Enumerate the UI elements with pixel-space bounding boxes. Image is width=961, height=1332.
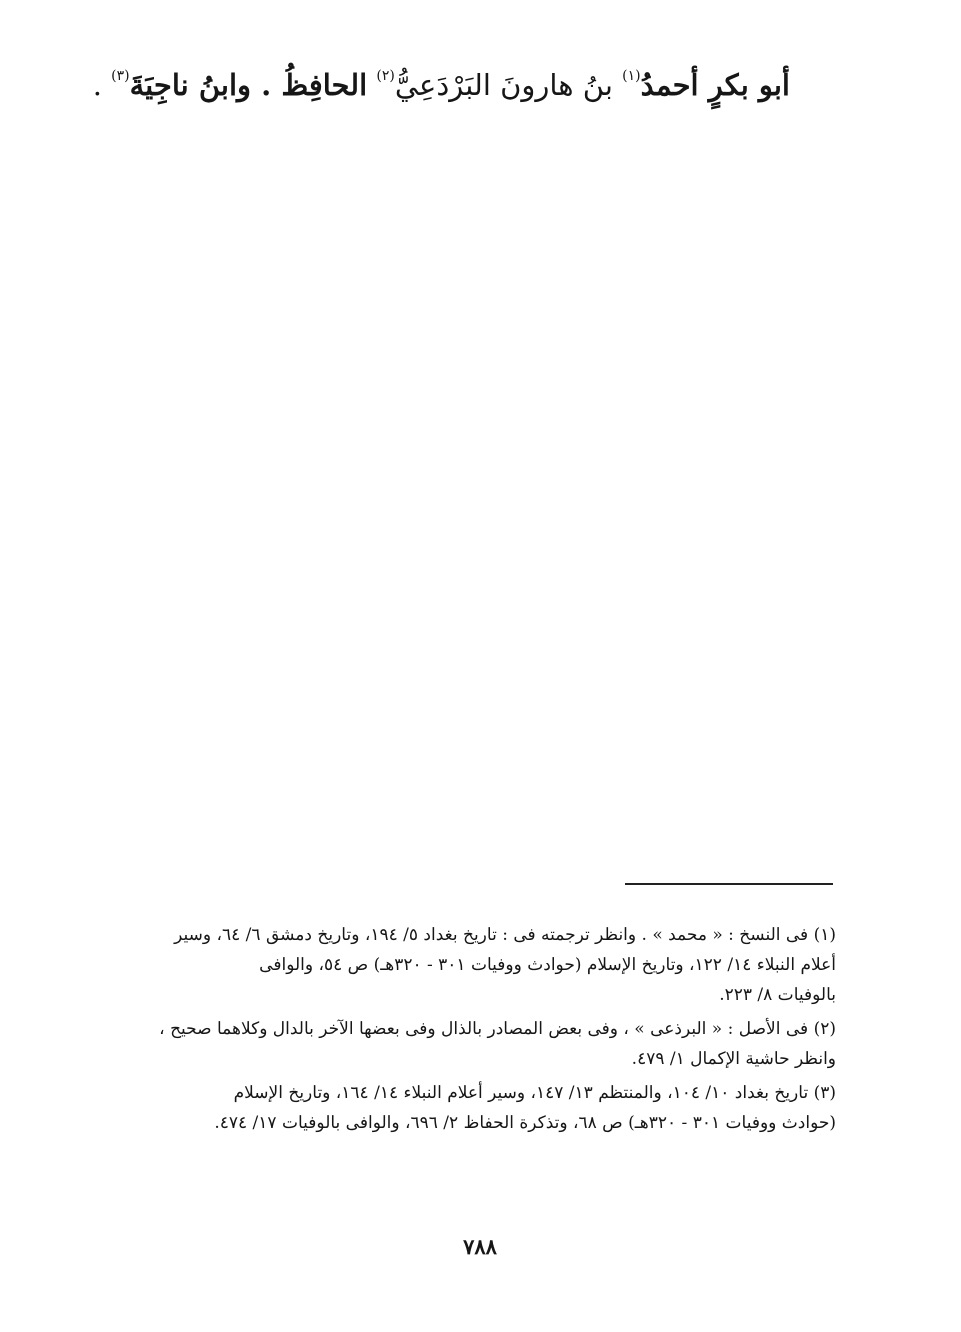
entry-end-dot: . [92, 68, 102, 102]
footnote-separator [625, 883, 833, 885]
footnote-1-line-1: (١) فى النسخ : « محمد » . وانظر ترجمته فى : تاريخ بغداد ٥/ ١٩٤، وتاريخ دمشق ٦/ ٦٤، وسير [174, 925, 836, 945]
footnote-ref-2[interactable]: (٢) [376, 68, 395, 84]
footnote-3-line-1: (٣) تاريخ بغداد ١٠/ ١٠٤، والمنتظم ١٣/ ١٤٧، وسير أعلام النبلاء ١٤/ ١٦٤، وتاريخ الإسلام [233, 1083, 836, 1103]
footnote-2 [128, 1014, 836, 1074]
entry-text-3: الحافِظُ . وابنُ ناجِيَةَ [129, 68, 368, 102]
footnote-1-line-3: بالوفيات ٨/ ٢٢٣. [719, 985, 836, 1005]
footnote-2-line-1: (٢) فى الأصل : « البرذعى » ، وفى بعض المصادر بالذال وفى بعضها الآخر بالدال وكلاهما صحيح ، [159, 1019, 836, 1039]
footnote-ref-3[interactable]: (٣) [111, 68, 130, 84]
page-number: ٧٨٨ [463, 1234, 497, 1259]
biography-entry-line [92, 54, 790, 107]
footnote-2-line-2: وانظر حاشية الإكمال ١/ ٤٧٩. [631, 1049, 836, 1069]
entry-name-1: أبو بكرٍ أحمدُ [640, 68, 790, 102]
footnotes-section [128, 920, 836, 1142]
entry-text-2: بنُ هارونَ البَرْدَعِيُّ [394, 68, 613, 102]
footnote-1-line-2: أعلام النبلاء ١٤/ ١٢٢، وتاريخ الإسلام (حوادث ووفيات ٣٠١ - ٣٢٠هـ) ص ٥٤، والوافى [259, 955, 836, 975]
footnote-1 [128, 920, 836, 1010]
footnote-3-line-2: (حوادث ووفيات ٣٠١ - ٣٢٠هـ) ص ٦٨، وتذكرة الحفاظ ٢/ ٦٩٦، والوافى بالوفيات ١٧/ ٤٧٤. [214, 1113, 836, 1133]
footnote-3 [128, 1078, 836, 1138]
footnote-ref-1[interactable]: (١) [622, 68, 641, 84]
